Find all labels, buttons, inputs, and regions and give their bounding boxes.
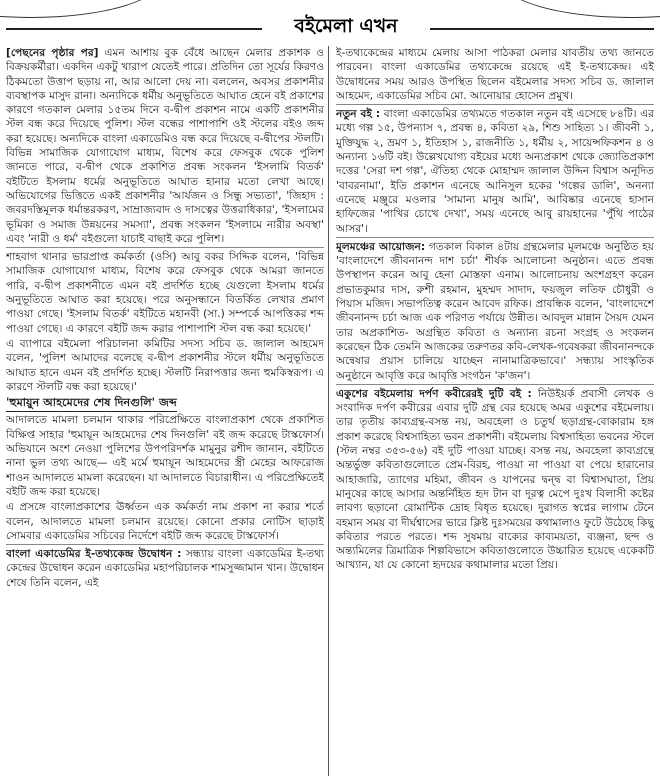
paragraph [336, 104, 654, 236]
paragraph: এ ব্যাপারে বইমেলা পরিচালনা কমিটির সদস্য সচিব ড. জালাল আহমেদ বলেন, 'পুলিশ আমাদের বলেছে ব-দ্বীপ প্রকাশনীর স্টলে ধর্মীয় অনুভূতিতে আঘাত হানে এমন বই প্রদর্শিত হচ্ছে। স্টলটি নিরাপত্তার জন্য হুমকিস্বরূপ। এ কারণে স্টলটি বন্ধ করা হয়েছে।' [6, 337, 324, 393]
paragraph-lead: মূলমঞ্চের আয়োজন: [336, 240, 426, 253]
header-rule-left [6, 28, 262, 30]
paragraph: এ প্রসঙ্গে বাংলাপ্রকাশের ঊর্ধ্বতন এক কর্মকর্তা নাম প্রকাশ না করার শর্তে বলেন, আদালতে মামলা চলমান রয়েছে। কোনো প্রকার নোটিস ছাড়াই সোমবার একাডেমির সচিবের নির্দেশে বইটি জব্দ করেছে টাস্কফোর্স। [6, 501, 324, 542]
paragraph: আদালতে মামলা চলমান থাকার পরিপ্রেক্ষিতে বাংলাপ্রকাশ থেকে প্রকাশিত বিক্ষিপ্ত সাহার 'হুমায়ূন আহমেদের শেষ দিনগুলি' বই জব্দ করেছে টাস্কফোর্স। অভিযানে অংশ নেওয়া পুলিশের উপপরিদর্শক মামুনুর রশীদ জানান, বইটিতে নানা ভুল তথ্য আছে— এই মর্মে হুমায়ূন আহমেদের স্ত্রী মেহের আফরোজ শাওন আদালতে মামলা করেছেন। যা আদালতে বিচারাধীন। এ পরিপ্রেক্ষিতেই বইটি জব্দ করা হয়েছে। [6, 414, 324, 498]
section-header [0, 0, 660, 44]
section-title: বইমেলা এখন [262, 8, 430, 48]
paragraph-text: নিউইয়র্ক প্রবাসী লেখক ও সংবাদিক দর্পণ কবীরের এবার দুটি গ্রন্থ বের হয়েছে অমর একুশের বইমেলায়। তার তৃতীয় কাব্যগ্রন্থ-বসন্ত নয়, অবহেলা ও চতুর্থ ছড়াগ্রন্থ-বোকারাম হঙ্গ প্রকাশ করেছে বিশ্বসাহিত্য ভবন প্রকাশনী। বইমেলায় বিশ্বসাহিত্য ভবনের স্টলে (স্টল নম্বর ৩৫৩-৫৬) বই দুটি পাওয়া যাচ্ছে। বসন্ত নয়, অবহেলা কাব্যগ্রন্থে অন্তর্ভুক্ত কবিতাগুলোতে প্রেম-বিরহ, পাওয়া না পাওয়া বা পেয়ে হারানোর আহাজারি, ত্যাগের মহিমা, জীবন ও যাপনের দ্বন্দ্ব বা বিশ্বাসঘাতা, প্রিয় মানুষের কাছে আসার অন্তর্নিহিত হৃদ টান বা দূরত্ব মেপে দুঃখ বিলাসী কষ্টের লাবণ্য ছড়ানো রোমান্টিক দ্রোহ বিধৃত হয়েছে। দুরাগত স্বপ্নের লাগাম টেনে বহমান সময় বা দীর্ঘশ্বাসের ভারে ক্লিষ্ট দুঃসময়ের কথামালাও ফুটে উঠেছে কিছু কবিতার পরতে পরতে। শব্দ সুষমায় বাক্যের কাব্যময়তা, ব্যঞ্জনা, ছন্দ ও অন্ত্যমিলের ত্রিমাত্রিক শিল্পবিভাসে কবিতাগুলোতে উচ্চারিত হয়েছে একেকটি আখ্যান, যা যে কোনো হৃদয়ের কথামালার মতো প্রিয়। [336, 387, 654, 572]
column-divider [328, 46, 329, 776]
paragraph-lead: নতুন বই : [336, 108, 381, 121]
subheading: 'হুমায়ুন আহমেদের শেষ দিনগুলি' জব্দ [6, 396, 177, 412]
article-column-left [6, 46, 324, 776]
paragraph [336, 384, 654, 573]
paragraph [336, 237, 654, 383]
continuation-marker: [পেছনের পৃষ্ঠার পর] [6, 47, 99, 59]
paragraph-lead: বাংলা একাডেমির ই-তথ্যকেন্দ্র উদ্বোধন : [6, 548, 182, 561]
article-column-right [336, 46, 654, 776]
paragraph-lead: একুশের বইমেলায় দর্পণ কবীরেরই দুটি বই : [336, 387, 532, 400]
paragraph-text: সন্ধ্যায় বাংলা একাডেমির ই-তথ্য কেন্দ্রের উদ্বোধন করেন একাডেমির মহাপরিচালক শামসুজ্জামান খান। উদ্বোধন শেষে তিনি বলেন, এই [6, 548, 324, 589]
paragraph: ই-তথ্যকেন্দ্রের মাধ্যমে মেলায় আসা পাঠকরা মেলার যাবতীয় তথ্য জানতে পারবেন। বাংলা একাডেমির তথ্যকেন্দ্রে রয়েছে এই ই-তথ্যকেন্দ্র। এই উদ্বোধনের সময় আরও উপস্থিত ছিলেন বইমেলার সদস্য সচিব ড. জালাল আহমেদ, একাডেমির সচিব মো. আনোয়ার হোসেন প্রমুখ। [336, 47, 654, 102]
header-rule-right [430, 28, 654, 30]
paragraph-text: গতকাল বিকাল ৪টায় গ্রন্থমেলার মূলমঞ্চে অনুষ্ঠিত হয় 'বাংলাদেশে জীবনানন্দ দাশ চর্চা' শীর্ষক আলোচনা অনুষ্ঠান। এতে প্রবন্ধ উপস্থাপন করেন আবু হেনা মোস্তফা এনাম। আলোচনায় অংশগ্রহণ করেন প্রভাতকুমার দাস, রুশী রহমান, মুহম্মদ সাদাদ, ফয়জুল লতিফ চৌধুরী ও পিয়াস মজিদ। সভাপতিত্ব করেন আবেদ রফিক। প্রাবন্ধিক বলেন, 'বাংলাদেশে জীবনানন্দ চর্চা আজ এক পরিণত পর্যায়ে উন্নীত। আবদুল মান্নান সৈয়দ যেমন তার অপ্রকাশিত- অগ্রন্থিত কবিতা ও অন্যান্য রচনা সংগ্রহ ও সংকলন করেছেন ঠিক তেমনি আজকের তরুণতর কবি-লেখক-গবেষকরা জীবনানন্দকে অন্বেষার প্রয়াস চালিয়ে যাচ্ছেন নানামাত্রিকভাবে।' সন্ধ্যায় সাংস্কৃতিক অনুষ্ঠানে আবৃত্তি করে আবৃত্তি সংগঠন 'ক'জন'। [336, 240, 654, 382]
paragraph-text: বাংলা একাডেমির তথ্যমতে গতকাল নতুন বই এসেছে ৮৪টি। এর মধ্যে গল্প ১৫, উপন্যাস ৭, প্রবন্ধ ৪, কবিতা ২৯, শিশু সাহিত্য ১। জীবনী ১, মুক্তিযুদ্ধ ২, ভ্রমণ ১, ইতিহাস ১, রাজনীতি ১, ধর্মীয় ২, সায়েন্সফিকশন ৪ ও অন্যান্য ১৬টি বই। উল্লেখযোগ্য বইয়ের মধ্যে অন্যপ্রকাশ থেকে জ্যোতিপ্রকাশ দত্তের 'সেরা দশ গল্প', ঐতিহ্য থেকে মোহাম্মদ জালাল উদ্দিন বিশ্বাস অনূদিত 'বাবরনামা', ইতি প্রকাশন এনেছে আনিসুল হকের 'গল্পের ডালি', অনন্যা এনেছে মঞ্জুরে মওলার 'সামান্য মানুষ আমি', আবিষ্কার এনেছে হাসান হাফিজের 'পাখির চোখে দেখা', সময় এনেছে আবু রায়হানের 'পুঁথি পাঠের আসর'। [336, 108, 654, 235]
paragraph: শাহবাগ থানার ভারপ্রাপ্ত কর্মকর্তা (ওসি) আবু বকর সিদ্দিক বলেন, 'বিভিন্ন সামাজিক যোগাযোগ মাধ্যম, বিশেষ করে ফেসবুক থেকে আমরা জানতে পারি, ব-দ্বীপ প্রকাশনীতে এমন বই প্রদর্শিত হচ্ছে যেগুলো ইসলাম ধর্মের অনুভূতিতে আঘাত করা হয়েছে। পরে অনুসন্ধানে বিতর্কিত লেখার প্রমাণ পাওয়া গেছে। 'ইসলাম বিতর্ক' বইটিতে মহানবী (সা.) সম্পর্কে আপত্তিকর শব্দ পাওয়া গেছে। এ কারণে বইটি জব্দ করার পাশাপাশি স্টল বন্ধ করা হয়েছে।' [6, 247, 324, 336]
paragraph [6, 46, 324, 246]
paragraph-text: এমন আশায় বুক বেঁধে আছেন মেলার প্রকাশক ও বিক্রয়কর্মীরা। একদিন একটু খারাপ যেতেই পারে। প্রতিদিন তো সূর্যের কিরণও ঠিকমতো উত্তাপ ছড়ায় না, আর আলো দেয় না। বললেন, অবসর প্রকাশনীর ব্যবস্থাপক মাসুদ রানা। অন্যদিকে ধর্মীয় অনুভূতিতে আঘাত হেনে বই প্রকাশের কারণে গতকাল মেলার ১৫তম দিনে ব-দ্বীপ প্রকাশন নামে একটি প্রকাশনীর স্টল বন্ধ করে দিয়েছে পুলিশ। স্টল বন্ধের পাশাপাশি ওই স্টলের বইও জব্দ করা হয়েছে। অন্যদিকে বাংলা একাডেমিও বন্ধ করে দিয়েছে ব-দ্বীপের স্টলটি। বিভিন্ন সামাজিক যোগাযোগ মাধ্যম, বিশেষ করে ফেসবুক থেকে পুলিশ জানতে পারে, ব-দ্বীপ থেকে প্রকাশিত প্রবন্ধ সংকলন 'ইসলামি বিতর্ক' বইটিতে ইসলাম ধর্মের অনুভূতিতে আঘাত হানার মতো লেখা আছে। অভিযোগের ভিত্তিতে একই প্রকাশনীর 'আর্যজন ও সিন্ধু সভ্যতা', 'জিহাদ : জবরদস্তিমূলক ধর্মান্তরকরণ, সাম্রাজ্যবাদ ও দাসত্বের উত্তরাধিকার', 'ইসলামের ভূমিকা ও সমাজ উন্নয়নের সমস্যা', প্রবন্ধ সংকলন 'ইসলামে নারীর অবস্থা' এবং 'নারী ও ধর্ম' বইগুলো যাচাই বাছাই করে পুলিশ। [6, 47, 324, 245]
paragraph [6, 544, 324, 590]
